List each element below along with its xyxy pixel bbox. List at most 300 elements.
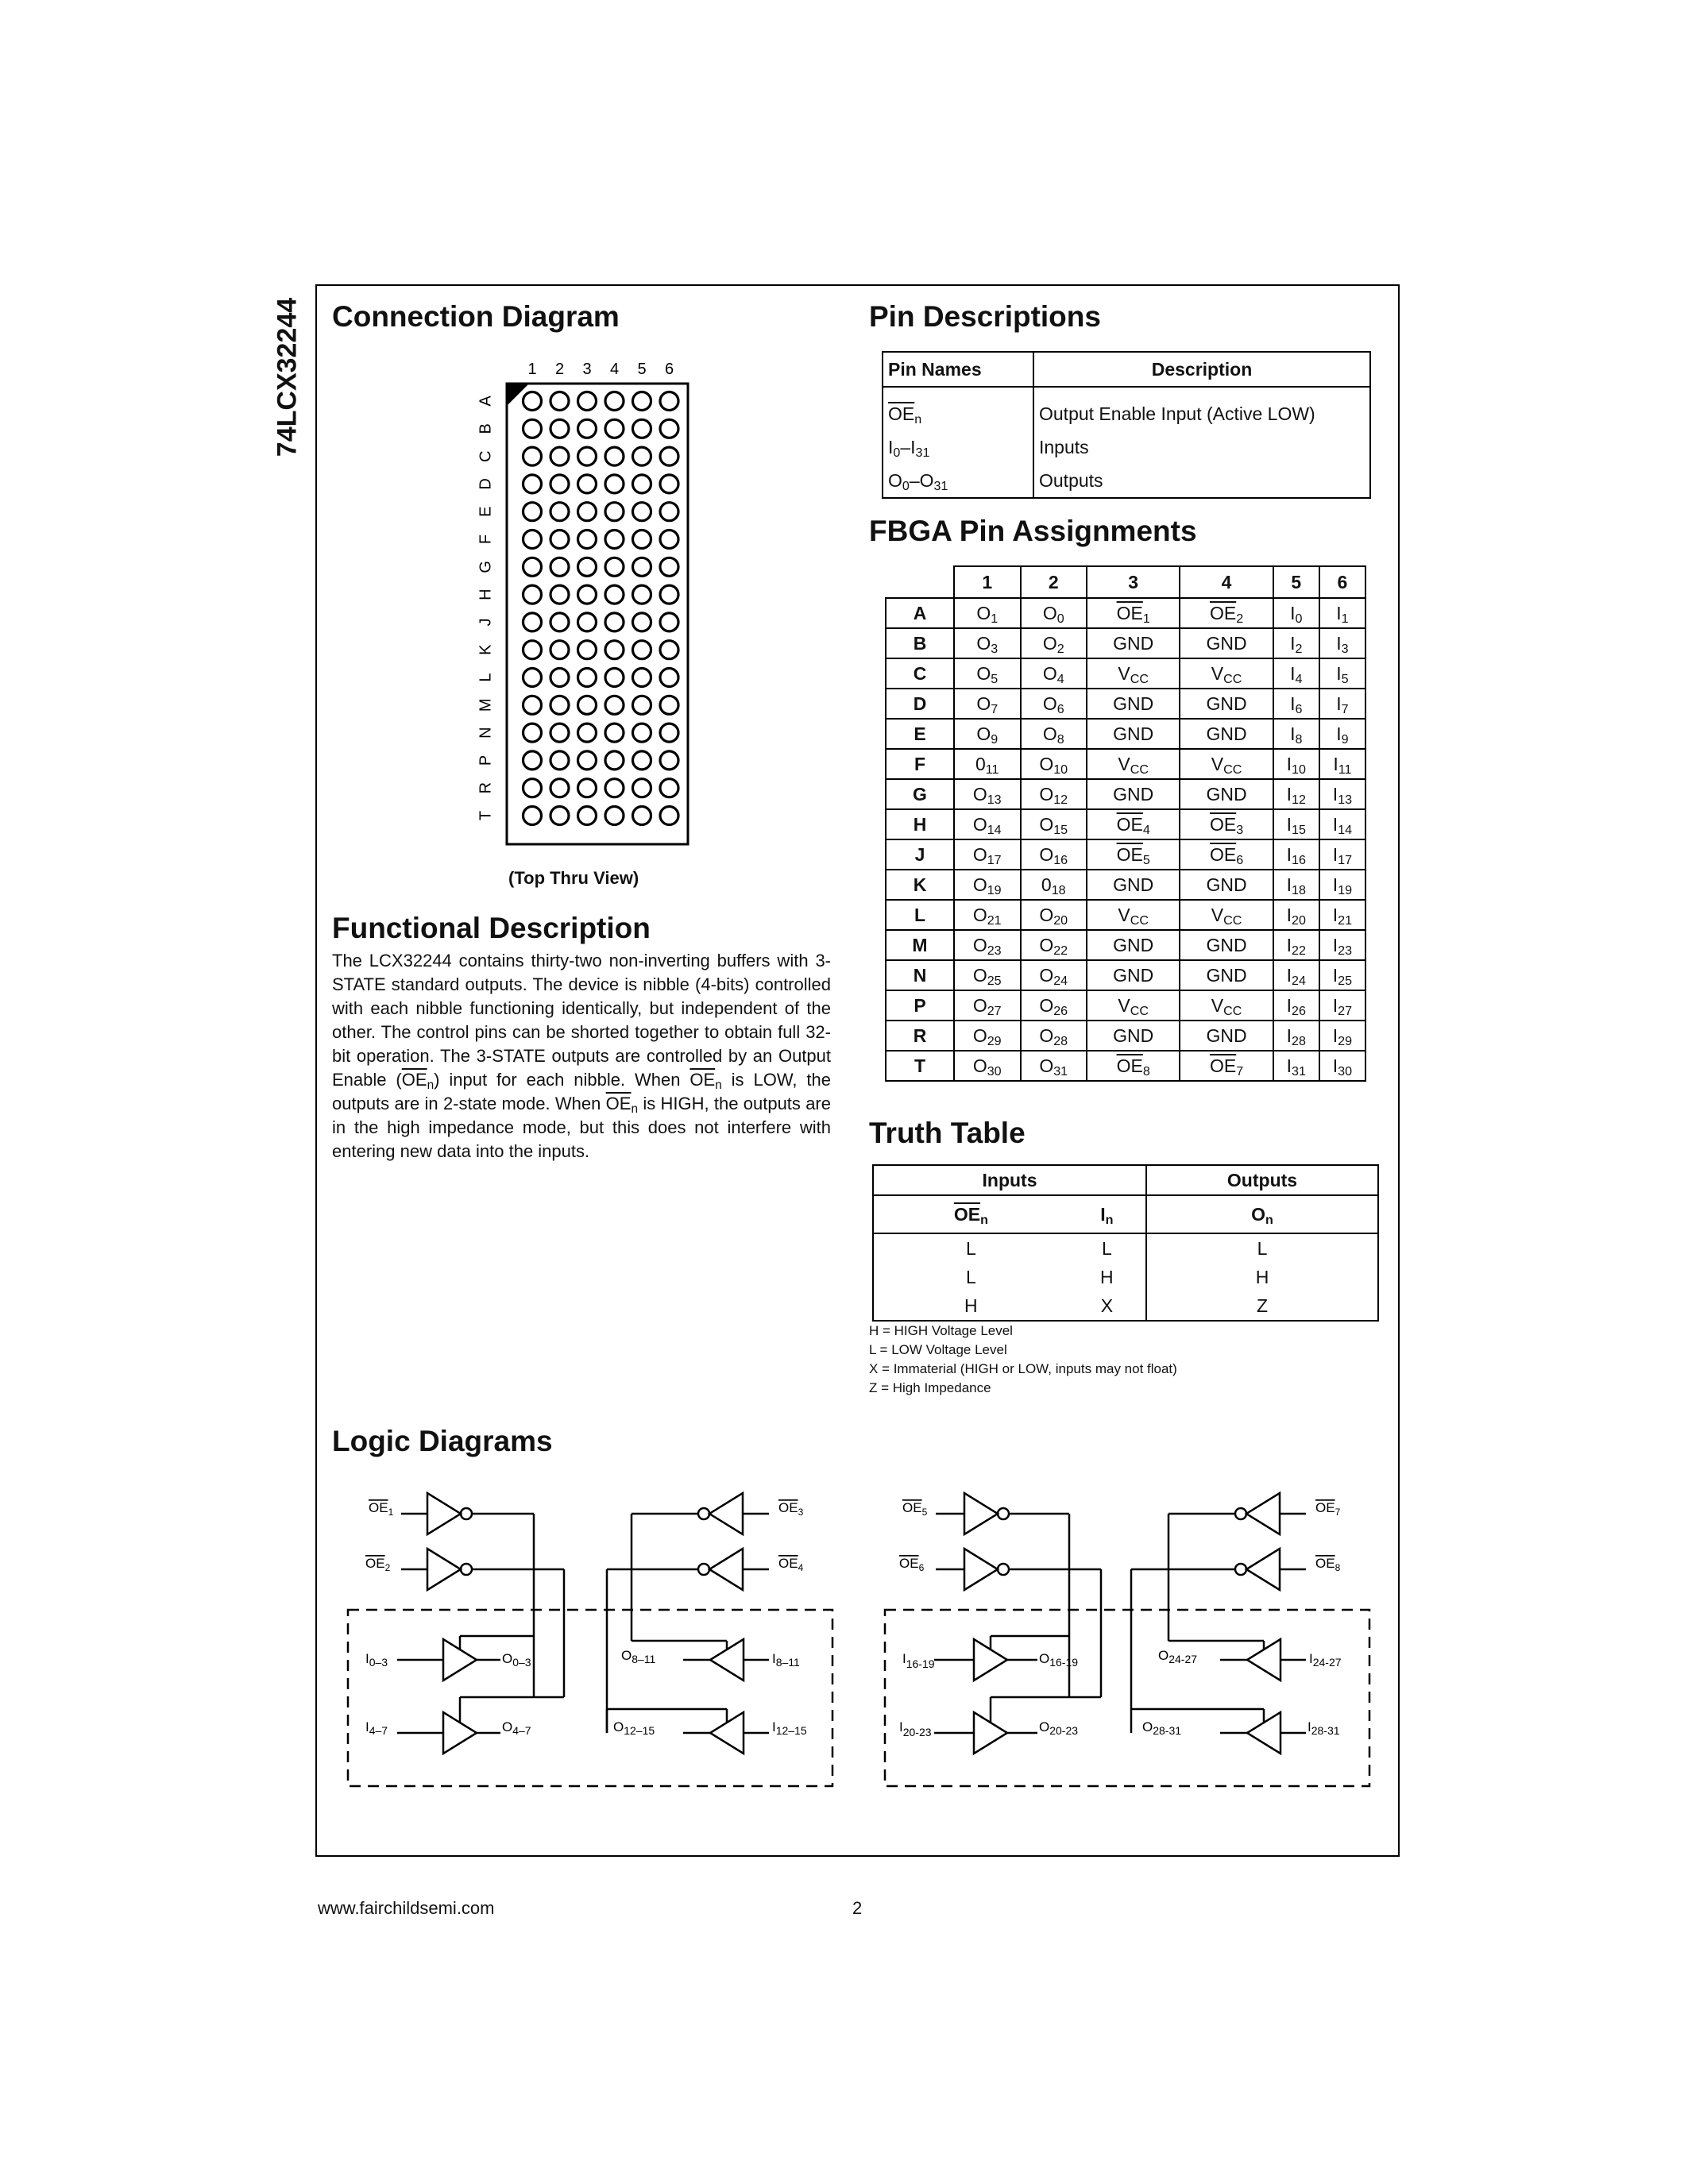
fbga-column-header: 2 <box>1021 566 1087 598</box>
fbga-row <box>886 598 1365 628</box>
fbga-cell: $O_{21}$ <box>954 900 1021 930</box>
column-label: 3 <box>582 361 592 378</box>
ball-pad <box>523 669 542 687</box>
fbga-cell: $I_{27}$ <box>1319 990 1365 1021</box>
ball-pad <box>578 585 597 604</box>
fbga-cell: $I_9$ <box>1319 719 1365 749</box>
dashed-boundary <box>885 1610 1369 1786</box>
fbga-cell: $O_9$ <box>954 719 1021 749</box>
fbga-cell: GND <box>1087 960 1180 990</box>
fbga-cell: GND <box>1180 1021 1273 1051</box>
ball-pad <box>633 475 651 493</box>
fbga-cell: $O_{20}$ <box>1021 900 1087 930</box>
fbga-cell: $I_{14}$ <box>1319 809 1365 839</box>
fbga-cell: $O_4$ <box>1021 658 1087 689</box>
ball-pad <box>550 751 569 770</box>
ball-pad <box>523 696 542 714</box>
fbga-cell: $\overline{OE}_1$ <box>1087 598 1180 628</box>
logic-diagrams-heading: Logic Diagrams <box>332 1425 553 1457</box>
fbga-cell: $I_{22}$ <box>1273 930 1319 960</box>
logic-diagram-left <box>334 1477 842 1795</box>
fbga-cell: GND <box>1180 719 1273 749</box>
fbga-cell: $I_{11}$ <box>1319 749 1365 779</box>
ball-pad <box>550 696 569 714</box>
output-label-1: $O_{0-3}$ <box>502 1651 531 1669</box>
fbga-cell: $V_{CC}$ <box>1087 749 1180 779</box>
oe-column-header: $\overline{OE}_n$ <box>873 1195 1068 1233</box>
ball-pad <box>578 558 597 576</box>
fbga-row <box>886 1021 1365 1051</box>
fbga-row <box>886 779 1365 809</box>
row-label: J <box>477 618 495 627</box>
fbga-row-header: D <box>886 689 954 719</box>
fbga-cell: $O_2$ <box>1021 628 1087 658</box>
enable-buffer-2 <box>427 1549 461 1590</box>
ball-pad <box>550 558 569 576</box>
fbga-row <box>886 930 1365 960</box>
ball-pad <box>578 807 597 825</box>
ball-pad <box>633 419 651 438</box>
ball-pad <box>633 558 651 576</box>
fbga-cell: $O_{24}$ <box>1021 960 1087 990</box>
ball-pad <box>633 447 651 465</box>
fbga-cell: $O_{13}$ <box>954 779 1021 809</box>
fbga-cell: $I_{29}$ <box>1319 1021 1365 1051</box>
fbga-row <box>886 960 1365 990</box>
fbga-cell: GND <box>1087 628 1180 658</box>
fbga-cell: $O_{14}$ <box>954 809 1021 839</box>
fbga-row-header: H <box>886 809 954 839</box>
ball-pad <box>633 613 651 631</box>
fbga-row <box>886 809 1365 839</box>
output-label-2: $O_{4-7}$ <box>502 1719 531 1737</box>
ball-pad <box>550 585 569 604</box>
fbga-cell: $I_{18}$ <box>1273 870 1319 900</box>
pin-desc-inputs: Inputs <box>1033 430 1370 464</box>
fbga-row <box>886 839 1365 870</box>
row-label: C <box>477 450 495 462</box>
pin-names-header: Pin Names <box>883 352 1033 387</box>
fbga-row-header: N <box>886 960 954 990</box>
oe1-label: $OE_1$ <box>369 1500 394 1518</box>
input-label-1: $I_{0-3}$ <box>365 1651 388 1669</box>
fbga-row-header: F <box>886 749 954 779</box>
row-label: A <box>477 396 495 407</box>
row-label: F <box>477 534 495 545</box>
fbga-cell: $O_{15}$ <box>1021 809 1087 839</box>
fbga-cell: $I_{12}$ <box>1273 779 1319 809</box>
pin-name-oe: $\overline{OE}_n$ <box>883 387 1033 430</box>
ball-pad <box>605 447 624 465</box>
column-label: 5 <box>637 361 647 378</box>
ball-pad <box>660 723 678 742</box>
pin-desc-outputs: Outputs <box>1033 464 1370 498</box>
enable-buffer-6 <box>964 1549 998 1590</box>
fbga-cell: GND <box>1180 779 1273 809</box>
fbga-row <box>886 628 1365 658</box>
fbga-cell: $V_{CC}$ <box>1180 900 1273 930</box>
pin-descriptions-heading: Pin Descriptions <box>869 300 1101 333</box>
fbga-cell: GND <box>1180 628 1273 658</box>
fbga-cell: $V_{CC}$ <box>1087 990 1180 1021</box>
ball-pad <box>523 751 542 770</box>
fbga-cell: $O_8$ <box>1021 719 1087 749</box>
fbga-row <box>886 1051 1365 1081</box>
fbga-row-header: P <box>886 990 954 1021</box>
ball-pad <box>605 751 624 770</box>
oe2-label: $OE_2$ <box>365 1556 391 1573</box>
fbga-row-header: C <box>886 658 954 689</box>
ball-grid-diagram <box>469 353 707 901</box>
fbga-cell: $I_0$ <box>1273 598 1319 628</box>
fbga-cell: $V_{CC}$ <box>1180 749 1273 779</box>
fbga-cell: $O_6$ <box>1021 689 1087 719</box>
ball-pad <box>550 531 569 549</box>
ball-pad <box>605 392 624 411</box>
ball-pad <box>578 613 597 631</box>
ball-pad <box>578 475 597 493</box>
fbga-cell: $O_{16}$ <box>1021 839 1087 870</box>
fbga-column-header: 1 <box>954 566 1021 598</box>
ball-pad <box>523 807 542 825</box>
fbga-cell: $I_{20}$ <box>1273 900 1319 930</box>
fbga-pin-table <box>885 565 1366 1082</box>
inputs-header: Inputs <box>873 1165 1146 1195</box>
output-label-3: $O_{8-11}$ <box>621 1648 656 1665</box>
ball-pad <box>605 807 624 825</box>
ball-pad <box>550 807 569 825</box>
fbga-cell: $I_{31}$ <box>1273 1051 1319 1081</box>
ball-pad <box>523 585 542 604</box>
fbga-cell: $I_2$ <box>1273 628 1319 658</box>
truth-table-heading: Truth Table <box>869 1117 1026 1149</box>
fbga-cell: $\overline{OE}_4$ <box>1087 809 1180 839</box>
ball-pad <box>550 419 569 438</box>
fbga-cell: $O_{26}$ <box>1021 990 1087 1021</box>
ball-pad <box>633 585 651 604</box>
fbga-cell: $V_{CC}$ <box>1180 990 1273 1021</box>
ball-pad <box>550 613 569 631</box>
fbga-cell: GND <box>1087 689 1180 719</box>
output-label-4: $O_{12-15}$ <box>613 1719 655 1737</box>
fbga-cell: $O_3$ <box>954 628 1021 658</box>
fbga-row <box>886 900 1365 930</box>
fbga-cell: GND <box>1180 689 1273 719</box>
ball-pad <box>550 447 569 465</box>
ball-pad <box>523 419 542 438</box>
fbga-row <box>886 658 1365 689</box>
ball-pad <box>578 531 597 549</box>
page-number: 2 <box>852 1898 863 1918</box>
fbga-row <box>886 990 1365 1021</box>
enable-buffer-8 <box>1246 1549 1280 1590</box>
fbga-row-header: K <box>886 870 954 900</box>
input-label-8: $I_{28-31}$ <box>1308 1719 1340 1737</box>
input-label-7: $I_{24-27}$ <box>1309 1651 1342 1669</box>
fbga-cell: $O_{27}$ <box>954 990 1021 1021</box>
ball-pad <box>523 475 542 493</box>
fbga-cell: $I_4$ <box>1273 658 1319 689</box>
fbga-cell: $\overline{OE}_8$ <box>1087 1051 1180 1081</box>
fbga-cell: $I_{13}$ <box>1319 779 1365 809</box>
oe7-label: $OE_7$ <box>1315 1500 1341 1518</box>
fbga-cell: $V_{CC}$ <box>1087 658 1180 689</box>
ball-pad <box>550 475 569 493</box>
fbga-cell: $I_{26}$ <box>1273 990 1319 1021</box>
ball-pad <box>578 779 597 797</box>
enable-buffer-7 <box>1246 1493 1280 1534</box>
ball-pad <box>633 696 651 714</box>
ball-pad <box>550 723 569 742</box>
ball-pad <box>633 723 651 742</box>
ball-pad <box>605 558 624 576</box>
ball-pad <box>605 613 624 631</box>
ball-pad <box>605 585 624 604</box>
fbga-corner <box>886 566 954 598</box>
ball-pad <box>605 779 624 797</box>
input-label-2: $I_{4-7}$ <box>365 1719 388 1737</box>
fbga-cell: $O_0$ <box>1021 598 1087 628</box>
fbga-cell: GND <box>1180 870 1273 900</box>
input-label-4: $I_{12-15}$ <box>772 1719 807 1737</box>
fbga-cell: $I_{30}$ <box>1319 1051 1365 1081</box>
fbga-cell: $I_1$ <box>1319 598 1365 628</box>
row-label: B <box>477 423 495 434</box>
fbga-cell: $O_{30}$ <box>954 1051 1021 1081</box>
fbga-column-header: 6 <box>1319 566 1365 598</box>
fbga-row <box>886 719 1365 749</box>
fbga-row <box>886 689 1365 719</box>
row-label: G <box>477 561 495 573</box>
ball-pad <box>633 751 651 770</box>
output-label-5: $O_{16-19}$ <box>1039 1651 1079 1669</box>
truth-table-notes: H = HIGH Voltage Level L = LOW Voltage Level X = Immaterial (HIGH or LOW, inputs may not float) Z = High Impedance <box>869 1323 1177 1395</box>
ball-pad <box>550 641 569 659</box>
fbga-cell: $I_{28}$ <box>1273 1021 1319 1051</box>
fbga-cell: $O_{12}$ <box>1021 779 1087 809</box>
fbga-cell: $\overline{OE}_2$ <box>1180 598 1273 628</box>
fbga-cell: $0_{11}$ <box>954 749 1021 779</box>
fbga-column-header: 5 <box>1273 566 1319 598</box>
ball-pad <box>660 613 678 631</box>
fbga-cell: GND <box>1087 1021 1180 1051</box>
ball-pad <box>660 669 678 687</box>
functional-description-text: The LCX32244 contains thirty-two non-inverting buffers with 3-STATE standard outputs. The device is nibble (4-bits) controlled with each nibble functioning identically, but independent of the other. The control pins can be shorted together to obtain full 32-bit operation. The 3-STATE outputs are controlled by an Output Enable $(\overline{OE}_n)$ input for each nibble. When $\overline{OE}_n$ is LOW, the outputs are in 2-state mode. When $\overline{OE}_n$ is HIGH, the outputs are in the high impedance mode, but this does not interfere with entering new data into the inputs. <box>332 951 832 1161</box>
fbga-cell: $O_1$ <box>954 598 1021 628</box>
fbga-column-header: 4 <box>1180 566 1273 598</box>
ball-pad <box>523 447 542 465</box>
fbga-cell: $\overline{OE}_3$ <box>1180 809 1273 839</box>
ball-pad <box>633 669 651 687</box>
fbga-cell: GND <box>1087 930 1180 960</box>
ball-pad <box>660 585 678 604</box>
fbga-cell: GND <box>1087 870 1180 900</box>
output-label-6: $O_{20-23}$ <box>1039 1719 1079 1737</box>
fbga-cell: $O_{31}$ <box>1021 1051 1087 1081</box>
ball-pad <box>660 531 678 549</box>
ball-pad <box>578 723 597 742</box>
input-label-3: $I_{8-11}$ <box>772 1651 800 1669</box>
ball-pad <box>578 696 597 714</box>
top-view-caption: (Top Thru View) <box>508 868 639 888</box>
side-title <box>270 286 305 469</box>
fbga-row <box>886 870 1365 900</box>
ball-pad <box>660 503 678 521</box>
on-column-header: $O_n$ <box>1146 1195 1378 1233</box>
ball-pad <box>605 669 624 687</box>
pin-descriptions-table <box>882 351 1371 499</box>
row-label: H <box>477 588 495 600</box>
row-label: L <box>477 673 495 682</box>
fbga-row-header: T <box>886 1051 954 1081</box>
input-label-5: $I_{16-19}$ <box>902 1651 935 1670</box>
enable-buffer-5 <box>964 1493 998 1534</box>
truth-row: L L L <box>873 1233 1378 1263</box>
fbga-row-header: M <box>886 930 954 960</box>
fbga-row-header: B <box>886 628 954 658</box>
row-label: P <box>477 754 495 766</box>
ball-pad <box>523 531 542 549</box>
ball-pad <box>605 531 624 549</box>
ball-pad <box>633 807 651 825</box>
truth-row: L H H <box>873 1263 1378 1291</box>
ball-pad <box>605 723 624 742</box>
row-label: R <box>477 781 495 794</box>
row-label: T <box>477 810 495 821</box>
outputs-header: Outputs <box>1146 1165 1378 1195</box>
fbga-cell: $I_{19}$ <box>1319 870 1365 900</box>
fbga-cell: GND <box>1087 779 1180 809</box>
fbga-cell: $O_7$ <box>954 689 1021 719</box>
pin-name-inputs: $I_0-I_{31}$ <box>883 430 1033 464</box>
column-label: 1 <box>527 361 537 378</box>
fbga-cell: GND <box>1180 960 1273 990</box>
ball-pad <box>578 503 597 521</box>
fbga-cell: $O_{22}$ <box>1021 930 1087 960</box>
fbga-row <box>886 749 1365 779</box>
fbga-cell: $I_3$ <box>1319 628 1365 658</box>
enable-buffer-3 <box>709 1493 743 1534</box>
ball-pad <box>660 558 678 576</box>
ball-pad <box>660 475 678 493</box>
pin-name-outputs: $O_0-O_{31}$ <box>883 464 1033 498</box>
row-label: M <box>477 698 495 712</box>
ball-pad <box>523 641 542 659</box>
enable-buffer-1 <box>427 1493 461 1534</box>
fbga-cell: $I_5$ <box>1319 658 1365 689</box>
logic-diagram-right <box>871 1477 1379 1795</box>
ball-pad <box>523 723 542 742</box>
row-label: K <box>477 644 495 655</box>
fbga-cell: $I_8$ <box>1273 719 1319 749</box>
ball-pad <box>578 392 597 411</box>
fbga-cell: $O_{19}$ <box>954 870 1021 900</box>
fbga-cell: GND <box>1087 719 1180 749</box>
fbga-cell: $I_6$ <box>1273 689 1319 719</box>
fbga-cell: $\overline{OE}_6$ <box>1180 839 1273 870</box>
row-label: E <box>477 506 495 517</box>
fbga-cell: $\overline{OE}_5$ <box>1087 839 1180 870</box>
fbga-cell: $O_{10}$ <box>1021 749 1087 779</box>
fbga-cell: GND <box>1180 930 1273 960</box>
enable-buffer-4 <box>709 1549 743 1590</box>
fbga-cell: $V_{CC}$ <box>1180 658 1273 689</box>
ball-pad <box>660 419 678 438</box>
fbga-cell: $I_{17}$ <box>1319 839 1365 870</box>
description-header: Description <box>1033 352 1370 387</box>
ball-pad <box>578 751 597 770</box>
ball-pad <box>578 419 597 438</box>
ball-pad <box>633 392 651 411</box>
fbga-heading: FBGA Pin Assignments <box>869 515 1197 547</box>
row-label: D <box>477 478 495 490</box>
column-label: 2 <box>554 361 565 378</box>
fbga-cell: $O_{17}$ <box>954 839 1021 870</box>
ball-pad <box>633 503 651 521</box>
connection-diagram-heading: Connection Diagram <box>332 300 620 333</box>
fbga-row-header: J <box>886 839 954 870</box>
fbga-cell: $0_{18}$ <box>1021 870 1087 900</box>
ball-pad <box>605 696 624 714</box>
fbga-cell: $I_{10}$ <box>1273 749 1319 779</box>
fbga-cell: $V_{CC}$ <box>1087 900 1180 930</box>
ball-pad <box>523 558 542 576</box>
fbga-cell: $I_{25}$ <box>1319 960 1365 990</box>
fbga-cell: $I_7$ <box>1319 689 1365 719</box>
ball-pad <box>550 503 569 521</box>
fbga-cell: $I_{24}$ <box>1273 960 1319 990</box>
fbga-cell: $I_{16}$ <box>1273 839 1319 870</box>
oe4-label: $OE_4$ <box>778 1556 804 1573</box>
fbga-cell: $O_{29}$ <box>954 1021 1021 1051</box>
ball-pad <box>605 641 624 659</box>
input-label-6: $I_{20-23}$ <box>899 1719 932 1738</box>
fbga-cell: $I_{21}$ <box>1319 900 1365 930</box>
ball-pad <box>633 779 651 797</box>
fbga-cell: $O_{28}$ <box>1021 1021 1087 1051</box>
ball-pad <box>660 779 678 797</box>
fbga-cell: $O_{23}$ <box>954 930 1021 960</box>
fbga-cell: $O_5$ <box>954 658 1021 689</box>
fbga-cell: $I_{15}$ <box>1273 809 1319 839</box>
fbga-column-header: 3 <box>1087 566 1180 598</box>
ball-pad <box>660 807 678 825</box>
ball-pad <box>660 751 678 770</box>
ball-pad <box>523 779 542 797</box>
output-label-7: $O_{24-27}$ <box>1158 1648 1198 1665</box>
ball-pad <box>633 531 651 549</box>
fbga-row-header: A <box>886 598 954 628</box>
ball-pad <box>605 419 624 438</box>
fbga-cell: $I_{23}$ <box>1319 930 1365 960</box>
ball-pad <box>660 641 678 659</box>
ball-pad <box>523 613 542 631</box>
fbga-cell: $\overline{OE}_7$ <box>1180 1051 1273 1081</box>
ball-pad <box>550 392 569 411</box>
oe3-label: $OE_3$ <box>778 1500 804 1518</box>
fbga-row-header: E <box>886 719 954 749</box>
pin-desc-oe: Output Enable Input (Active LOW) <box>1033 387 1370 430</box>
ball-pad <box>578 447 597 465</box>
ball-pad <box>605 475 624 493</box>
part-number: 74LCX32244 <box>272 297 303 457</box>
truth-row: H X Z <box>873 1291 1378 1321</box>
oe6-label: $OE_6$ <box>899 1556 925 1573</box>
ball-pad <box>523 392 542 411</box>
ball-pad <box>660 447 678 465</box>
ball-pad <box>578 669 597 687</box>
ball-pad <box>550 779 569 797</box>
